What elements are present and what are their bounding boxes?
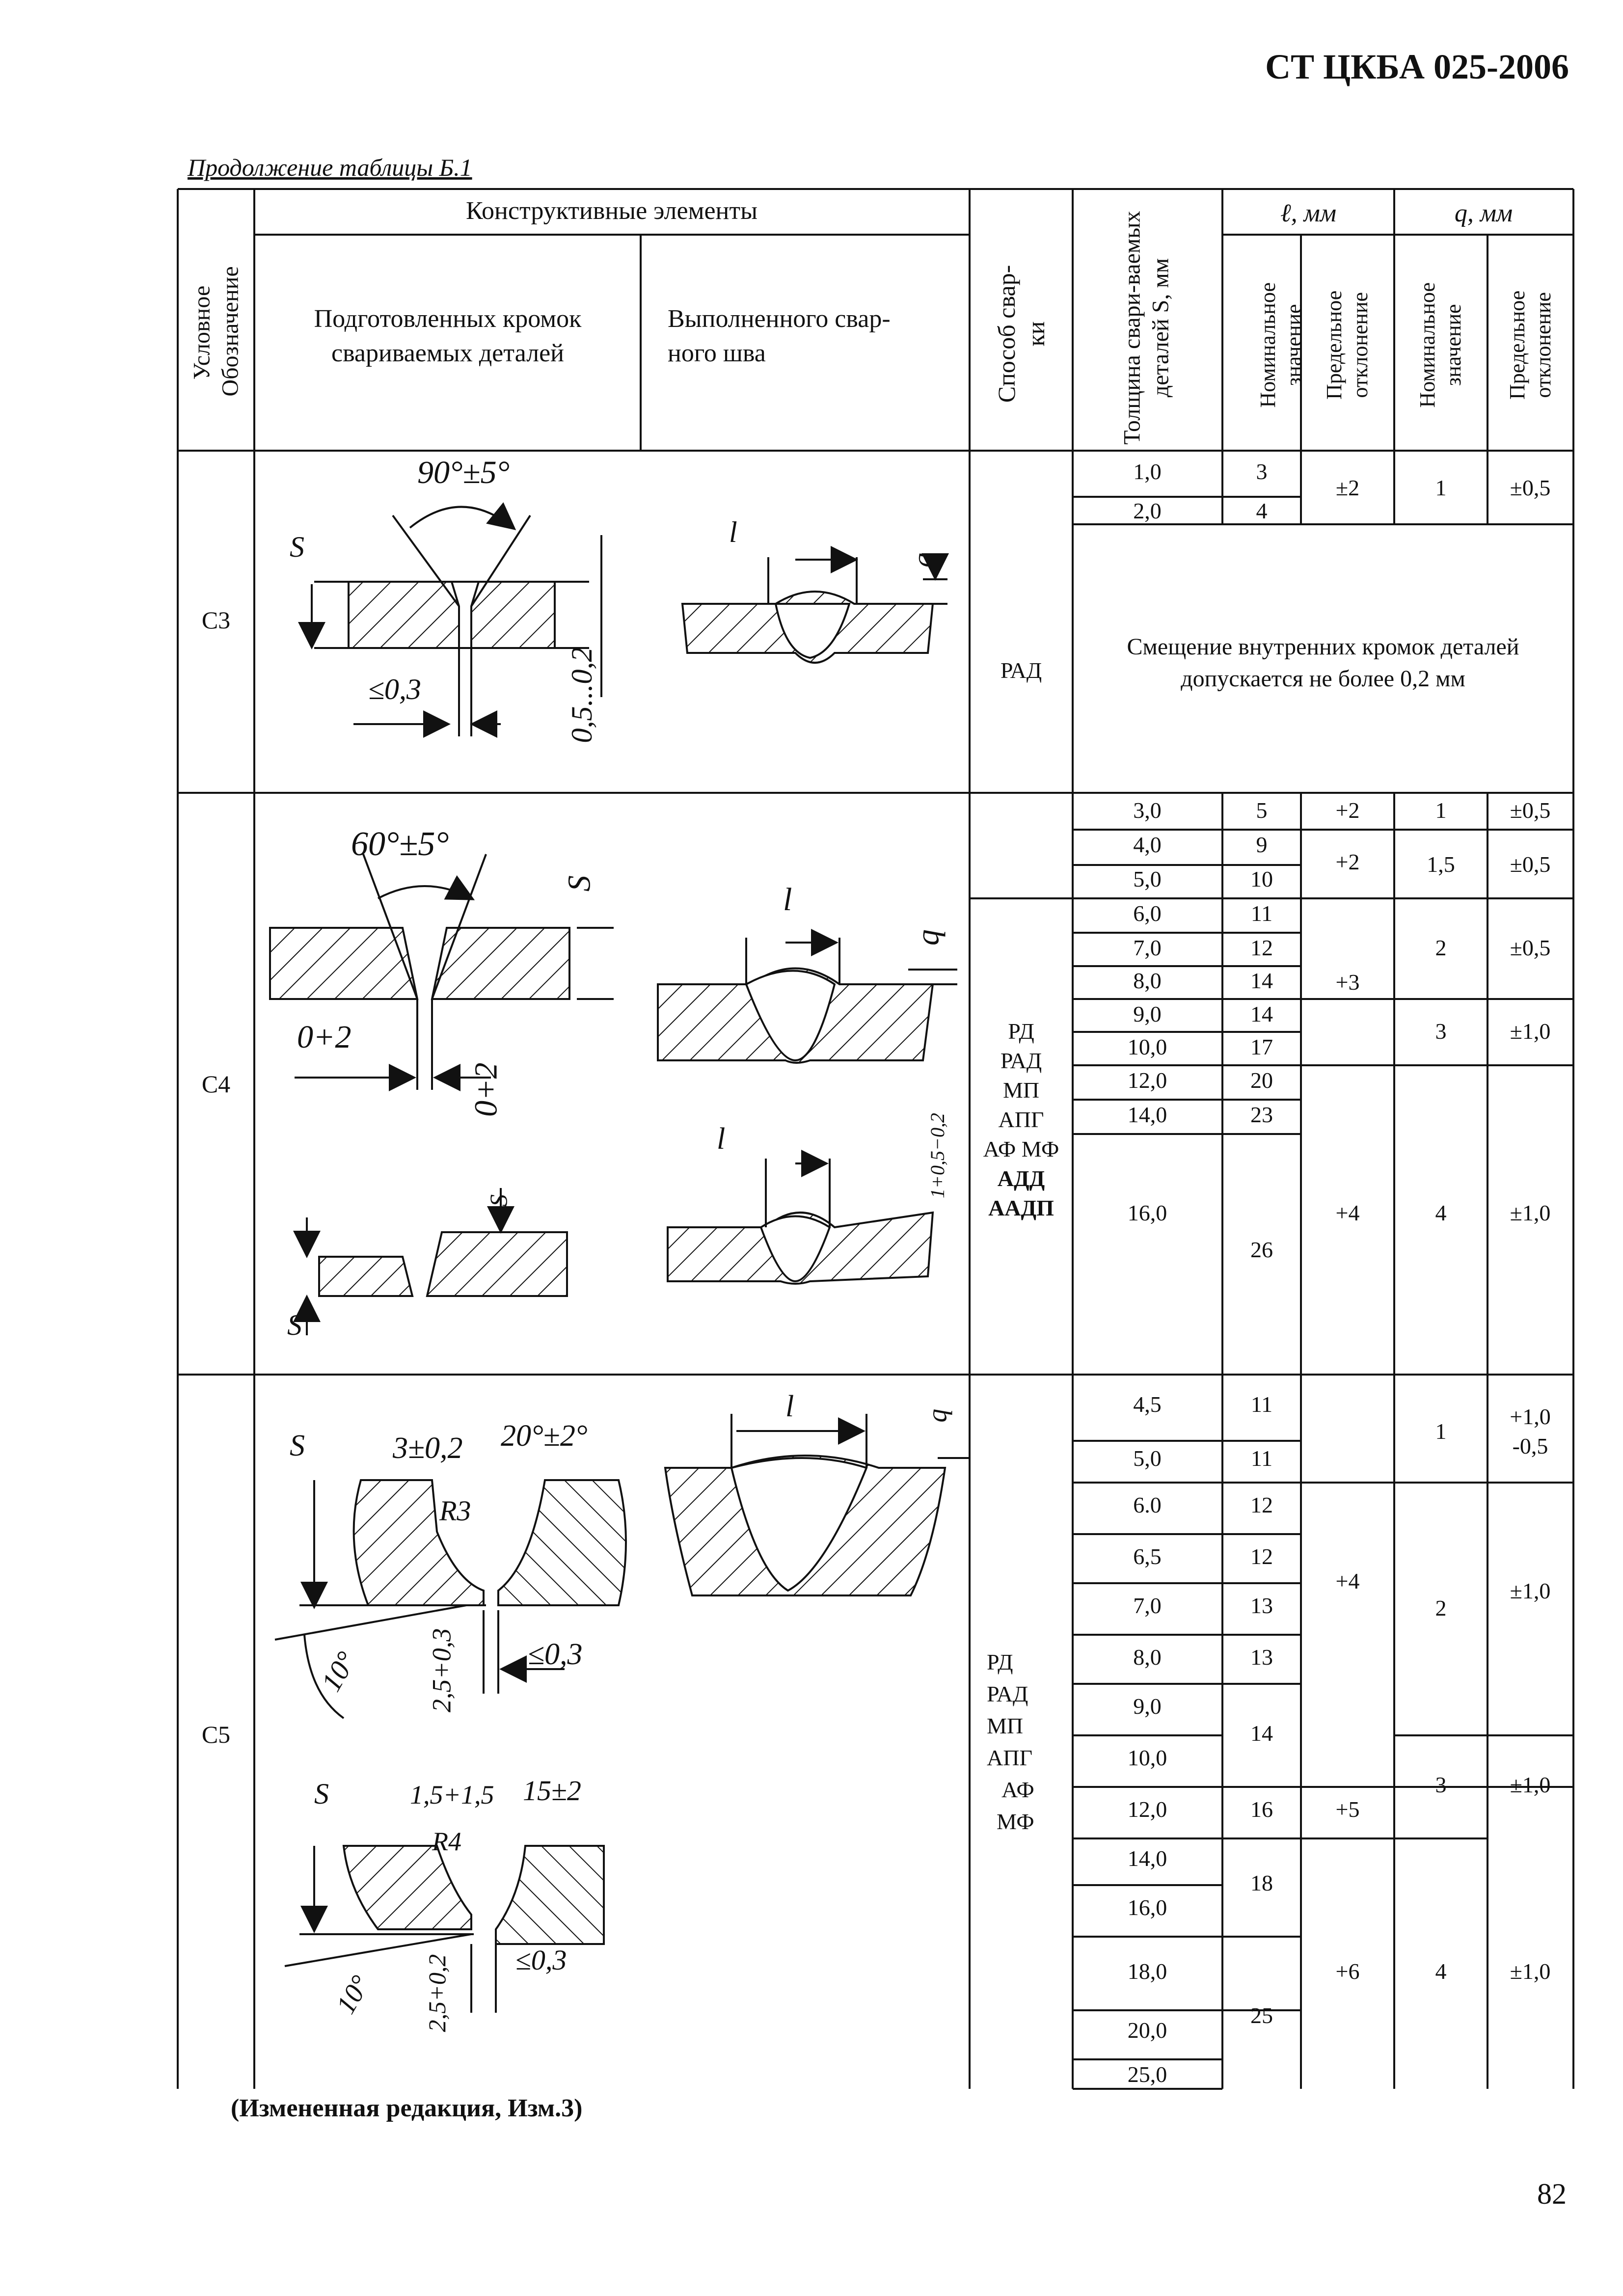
c4-s-8: 10,0 bbox=[1127, 1034, 1167, 1059]
c5-l-6: 13 bbox=[1250, 1645, 1273, 1670]
c4-method-2: РАД bbox=[1000, 1048, 1042, 1073]
c5-dim-r3: R3 bbox=[439, 1495, 471, 1527]
c5-dim-ang10: 10° bbox=[315, 1646, 363, 1697]
designation-c5: С5 bbox=[201, 1721, 231, 1748]
header-q-deviation: Предельное отклонение bbox=[1505, 290, 1555, 400]
c5-dim-b: 1,5+1,5 bbox=[410, 1780, 494, 1810]
c4-method-3: МП bbox=[1002, 1078, 1040, 1103]
designation-c4: С4 bbox=[201, 1070, 231, 1098]
c3-note-2: допускается не более 0,2 мм bbox=[1181, 666, 1465, 692]
c5-s-6: 8,0 bbox=[1133, 1645, 1162, 1670]
c4-l-11: 26 bbox=[1250, 1237, 1273, 1262]
c3-dim-angle: 90°±5° bbox=[417, 455, 510, 490]
c4-q-nom-5: 4 bbox=[1435, 1200, 1447, 1225]
header-finished-1: Выполненного свар- bbox=[668, 305, 891, 333]
c4-s-3: 5,0 bbox=[1133, 866, 1162, 891]
c4-q-dev-5: ±1,0 bbox=[1510, 1200, 1551, 1225]
c3-l-2: 4 bbox=[1256, 498, 1268, 523]
revision-note: (Измененная редакция, Изм.3) bbox=[231, 2094, 583, 2122]
c5-q-nom-3: 3 bbox=[1435, 1772, 1447, 1797]
c4-s-4: 6,0 bbox=[1133, 901, 1162, 926]
c5-s-11: 16,0 bbox=[1127, 1895, 1167, 1920]
c4-l-2: 9 bbox=[1256, 832, 1268, 857]
c4-dim-l: l bbox=[783, 882, 792, 918]
c4-s-5: 7,0 bbox=[1133, 935, 1162, 960]
c4-s-9: 12,0 bbox=[1127, 1068, 1167, 1093]
c4-q-dev-4: ±1,0 bbox=[1510, 1019, 1551, 1044]
c5-l-1: 11 bbox=[1250, 1392, 1273, 1417]
c5-l-5: 13 bbox=[1250, 1593, 1273, 1618]
c5-s-10: 14,0 bbox=[1127, 1846, 1167, 1871]
page-number: 82 bbox=[1537, 2178, 1567, 2210]
c4-l-1: 5 bbox=[1256, 798, 1268, 823]
c5-method-2: РАД bbox=[987, 1681, 1028, 1706]
c3-dim-q: q bbox=[907, 553, 939, 567]
c4-dim-q: q bbox=[910, 929, 946, 946]
header-prepared-2: свариваемых деталей bbox=[331, 339, 565, 367]
header-l-deviation: Предельное отклонение bbox=[1322, 290, 1372, 400]
c5-s-14: 25,0 bbox=[1127, 2062, 1167, 2087]
c5-method-5: АФ bbox=[1001, 1777, 1034, 1802]
c3-note-1: Смещение внутренних кромок деталей bbox=[1127, 634, 1519, 660]
header-prepared-1: Подготовленных кромок bbox=[314, 305, 582, 333]
c4-s-10: 14,0 bbox=[1127, 1102, 1167, 1127]
c5-l-7: 14 bbox=[1250, 1721, 1273, 1746]
c5-dim-ang10b: 10° bbox=[330, 1970, 376, 2019]
c5-q-dev-4: ±1,0 bbox=[1510, 1772, 1551, 1797]
c3-l-dev: ±2 bbox=[1335, 475, 1360, 500]
c5-dim-root: 2,5+0,3 bbox=[427, 1628, 457, 1713]
c4-l-6: 14 bbox=[1250, 968, 1273, 993]
c3-l-1: 3 bbox=[1256, 459, 1268, 484]
c4-s-11: 16,0 bbox=[1127, 1200, 1167, 1225]
c4-q-nom-1: 1 bbox=[1435, 798, 1447, 823]
c5-method-4: АПГ bbox=[987, 1745, 1033, 1770]
header-thickness: Толщина свари-ваемых деталей S, мм bbox=[1119, 211, 1173, 445]
c5-l-dev-2: +5 bbox=[1335, 1797, 1360, 1822]
header-method: Способ свар-ки bbox=[993, 265, 1050, 403]
c4-s-7: 9,0 bbox=[1133, 1001, 1162, 1026]
c5-q-dev-2: -0,5 bbox=[1512, 1433, 1548, 1459]
c5-s-9: 12,0 bbox=[1127, 1797, 1167, 1822]
c4-q-dev-3: ±0,5 bbox=[1510, 935, 1551, 960]
c4-dim-angle: 60°±5° bbox=[351, 825, 449, 863]
c4-l-dev-4: +4 bbox=[1335, 1200, 1360, 1225]
c5-s-2: 5,0 bbox=[1133, 1446, 1162, 1471]
header-constructive: Конструктивные элементы bbox=[465, 197, 758, 225]
c5-s-5: 7,0 bbox=[1133, 1593, 1162, 1618]
c4-l-9: 20 bbox=[1250, 1068, 1273, 1093]
c5-method-3: МП bbox=[987, 1713, 1024, 1738]
document-code: СТ ЦКБА 025-2006 bbox=[1265, 47, 1569, 86]
c5-q-dev-3: ±1,0 bbox=[1510, 1578, 1551, 1603]
c5-dim-gap: ≤0,3 bbox=[528, 1638, 583, 1671]
c4-s-2: 4,0 bbox=[1133, 832, 1162, 857]
c4-method-4: АПГ bbox=[998, 1107, 1044, 1132]
c4-method-1: РД bbox=[1008, 1019, 1034, 1044]
c4-q-nom-4: 3 bbox=[1435, 1019, 1447, 1044]
c5-dim-gap2: ≤0,3 bbox=[515, 1944, 567, 1976]
c5-dim-r4: R4 bbox=[432, 1827, 461, 1856]
c3-s-2: 2,0 bbox=[1133, 498, 1162, 523]
c5-s-4: 6,5 bbox=[1133, 1544, 1162, 1569]
c5-l-3: 12 bbox=[1250, 1492, 1273, 1517]
c4-q-dev-1: ±0,5 bbox=[1510, 798, 1551, 823]
c4-method-7: ААДП bbox=[988, 1195, 1054, 1220]
c4-l-3: 10 bbox=[1250, 866, 1273, 891]
c5-dim-s: S bbox=[290, 1429, 305, 1462]
header-l-group: ℓ, мм bbox=[1280, 199, 1337, 227]
c5-s-7: 9,0 bbox=[1133, 1694, 1162, 1719]
c3-q-nom: 1 bbox=[1435, 475, 1447, 500]
c5-s-3: 6.0 bbox=[1133, 1492, 1162, 1517]
c5-finished-weld-drawing bbox=[665, 1414, 970, 1595]
c5-dim-c: 15±2 bbox=[523, 1775, 581, 1807]
c4-s-6: 8,0 bbox=[1133, 968, 1162, 993]
c4-dim-ds: ΔS bbox=[485, 1194, 512, 1221]
c5-q-dev-1: +1,0 bbox=[1510, 1404, 1551, 1429]
c4-dim-gap: 0+2 bbox=[297, 1019, 352, 1055]
c5-l-4: 12 bbox=[1250, 1544, 1273, 1569]
c5-l-dev-1: +4 bbox=[1335, 1568, 1360, 1594]
c4-finished-weld-drawing bbox=[658, 938, 957, 1284]
c5-l-2: 11 bbox=[1250, 1446, 1273, 1471]
c4-l-8: 17 bbox=[1250, 1034, 1273, 1059]
c5-dim-s2: S bbox=[314, 1778, 329, 1810]
c5-q-dev-5: ±1,0 bbox=[1510, 1959, 1551, 1984]
header-l-nominal: Номинальное значение bbox=[1256, 282, 1306, 408]
header-q-group: q, мм bbox=[1454, 199, 1513, 227]
c3-method: РАД bbox=[1000, 658, 1042, 683]
c5-l-8: 16 bbox=[1250, 1797, 1273, 1822]
c5-l-dev-3: +6 bbox=[1335, 1959, 1360, 1984]
c4-l-dev-2: +2 bbox=[1335, 849, 1360, 874]
c3-s-1: 1,0 bbox=[1133, 459, 1162, 484]
c4-q-nom-2: 1,5 bbox=[1427, 852, 1455, 877]
c4-s-1: 3,0 bbox=[1133, 798, 1162, 823]
c4-method-6: АДД bbox=[997, 1166, 1045, 1191]
c4-dim-s2: S bbox=[287, 1309, 302, 1341]
c5-q-nom-4: 4 bbox=[1435, 1959, 1447, 1984]
c4-dim-l2: l bbox=[717, 1122, 726, 1156]
c4-dim-s: S bbox=[561, 875, 597, 892]
c4-l-5: 12 bbox=[1250, 935, 1273, 960]
c4-prepared-edges-drawing bbox=[270, 854, 614, 1335]
c3-dim-mismatch: 0,5...0,2 bbox=[566, 647, 598, 743]
c5-l-9: 18 bbox=[1250, 1870, 1273, 1895]
c5-dim-root2: 2,5+0,2 bbox=[423, 1954, 451, 2032]
table-caption: Продолжение таблицы Б.1 bbox=[188, 154, 472, 181]
c4-l-7: 14 bbox=[1250, 1001, 1273, 1026]
c5-s-1: 4,5 bbox=[1133, 1392, 1162, 1417]
c5-s-8: 10,0 bbox=[1127, 1745, 1167, 1770]
c5-q-nom-2: 2 bbox=[1435, 1595, 1447, 1621]
c3-dim-gap: ≤0,3 bbox=[368, 673, 421, 705]
c4-dim-gap2: 0+2 bbox=[468, 1062, 504, 1117]
c5-s-12: 18,0 bbox=[1127, 1959, 1167, 1984]
c3-dim-l: l bbox=[729, 516, 737, 548]
c5-l-10: 25 bbox=[1250, 2003, 1273, 2028]
designation-c3: С3 bbox=[201, 606, 231, 634]
c4-q-dev-2: ±0,5 bbox=[1510, 852, 1551, 877]
c4-l-dev-1: +2 bbox=[1335, 798, 1360, 823]
c3-dim-s: S bbox=[290, 531, 304, 563]
c4-dim-q2: 1+0,5−0,2 bbox=[926, 1113, 948, 1198]
c3-prepared-edges-drawing bbox=[312, 507, 601, 737]
c4-l-10: 23 bbox=[1250, 1102, 1273, 1127]
c4-l-dev-3: +3 bbox=[1335, 970, 1360, 995]
c5-dim-l: l bbox=[785, 1390, 794, 1423]
c4-l-4: 11 bbox=[1250, 901, 1273, 926]
c5-method-1: РД bbox=[987, 1649, 1013, 1675]
c3-q-dev: ±0,5 bbox=[1510, 475, 1551, 500]
c5-q-nom-1: 1 bbox=[1435, 1419, 1447, 1444]
header-q-nominal: Номинальное значение bbox=[1415, 282, 1465, 408]
c5-s-13: 20,0 bbox=[1127, 2018, 1167, 2043]
c5-dim-a: 3±0,2 bbox=[393, 1432, 463, 1465]
header-finished-2: ного шва bbox=[668, 339, 766, 367]
header-designation: Условное Обозначение bbox=[189, 266, 243, 397]
c5-method-6: МФ bbox=[997, 1809, 1034, 1834]
c4-q-nom-3: 2 bbox=[1435, 935, 1447, 960]
c5-dim-q: q bbox=[922, 1408, 953, 1423]
c5-dim-angle: 20°±2° bbox=[501, 1419, 588, 1453]
c4-method-5: АФ МФ bbox=[983, 1136, 1059, 1162]
